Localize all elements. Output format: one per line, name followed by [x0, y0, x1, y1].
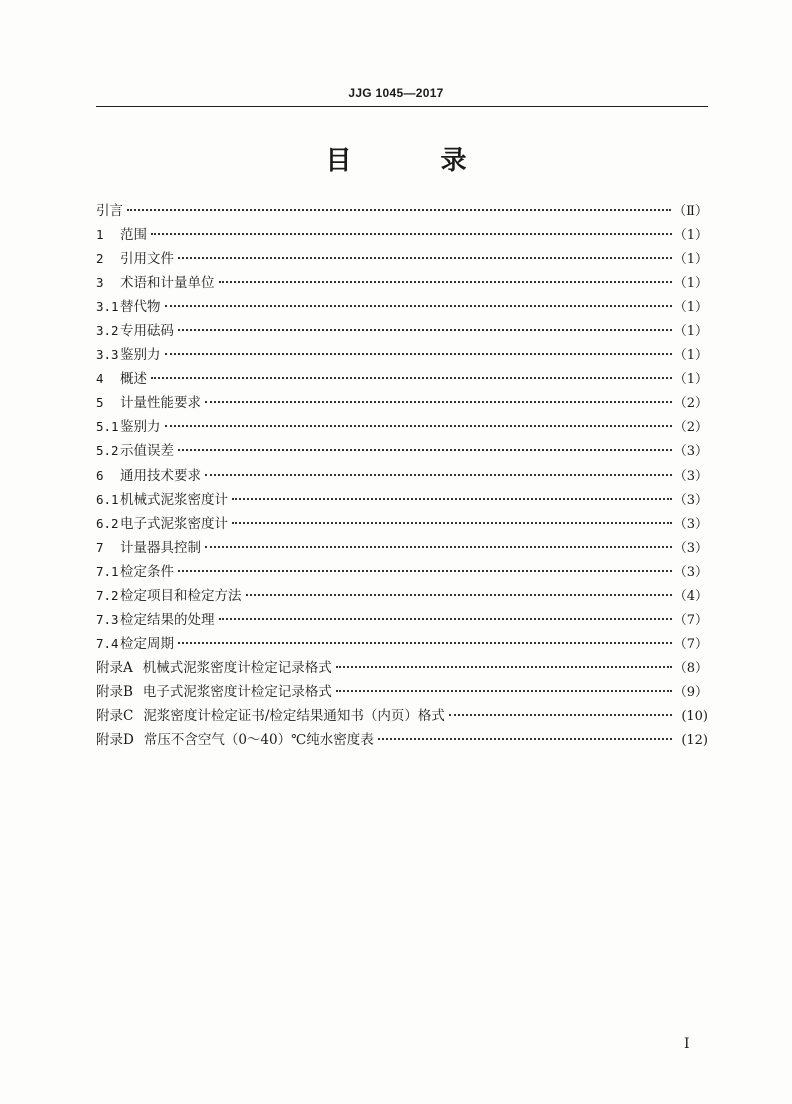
- toc-entry-page: （1）: [673, 348, 708, 364]
- toc-entry-number: 4: [96, 371, 104, 387]
- toc-entry-title: 替代物: [120, 299, 161, 316]
- toc-entry-label: [96, 343, 163, 363]
- toc-entry-number: 6.2: [96, 515, 119, 531]
- toc-entry-number: 附录A: [96, 659, 133, 676]
- toc-entry-title: 泥浆密度计检定证书/检定结果通知书（内页）格式: [143, 707, 445, 724]
- toc-entry-number: 附录C: [96, 707, 134, 724]
- toc-entry-title: 检定条件: [120, 563, 174, 580]
- toc-entry-page: （1）: [673, 300, 708, 316]
- toc-entry-page: （7）: [673, 636, 708, 652]
- toc-entry-title: 检定项目和检定方法: [120, 587, 242, 604]
- toc-entry-number: 7.3: [96, 611, 119, 627]
- dot-leader: [178, 628, 672, 644]
- toc-entry-page: （2）: [673, 396, 708, 412]
- toc-entry-number: 5.2: [96, 443, 119, 459]
- toc-entry-page: （1）: [673, 252, 708, 268]
- toc-entry-number: 7.1: [96, 563, 119, 579]
- dot-leader: [219, 267, 672, 283]
- dot-leader: [232, 508, 672, 524]
- toc-entry-label: [96, 391, 203, 411]
- toc-entry-number: 3.3: [96, 347, 119, 363]
- toc-entry-number: 3.1: [96, 299, 119, 315]
- dot-leader: [151, 363, 672, 379]
- toc-entry-label: [96, 536, 203, 556]
- toc-entry-title: 示值误差: [120, 443, 174, 460]
- toc-entry-number: 7: [96, 539, 104, 555]
- header-rule: [96, 106, 708, 107]
- toc-entry-page: （3）: [673, 444, 708, 460]
- toc-entry-page: （7）: [673, 612, 708, 628]
- toc-entry-title: 检定结果的处理: [120, 611, 215, 628]
- toc-entry-page: （3）: [673, 564, 708, 580]
- toc-entry-label: [96, 367, 149, 387]
- toc-entry-number: 附录B: [96, 683, 133, 700]
- toc-entry-page: （3）: [673, 492, 708, 508]
- toc-entry-page: （2）: [673, 420, 708, 436]
- toc-entry-number: 5.1: [96, 419, 119, 435]
- toc-entry-label: [96, 464, 203, 484]
- toc-entry-number: 附录D: [96, 732, 134, 749]
- toc-entry-title: 计量性能要求: [120, 395, 201, 412]
- toc-entry-label: [96, 439, 176, 459]
- dot-leader: [165, 339, 672, 355]
- toc-entry-title: 术语和计量单位: [120, 275, 215, 292]
- dot-leader: [232, 484, 672, 500]
- toc-title: 目 录: [325, 146, 507, 176]
- toc-entry-page: （3）: [673, 468, 708, 484]
- standard-code-header: JJG 1045—2017: [348, 86, 444, 100]
- toc-entry-label: [96, 584, 244, 604]
- toc-entry-title: 计量器具控制: [120, 539, 201, 556]
- toc-entry-label: [96, 656, 334, 676]
- toc-entry-number: 7.4: [96, 635, 119, 651]
- dot-leader: [449, 700, 672, 716]
- dot-leader: [178, 315, 672, 331]
- toc-entry-label: [96, 319, 176, 339]
- toc-entry-label: [96, 247, 176, 267]
- toc-entry-label: [96, 488, 230, 508]
- toc-entry-title: 机械式泥浆密度计检定记录格式: [142, 659, 332, 676]
- toc-entry-title: 范围: [120, 227, 147, 244]
- toc-entry-page: (12): [681, 733, 708, 749]
- dot-leader: [246, 580, 672, 596]
- toc-entry-label: [96, 680, 334, 700]
- toc-entry-title: 引用文件: [120, 251, 174, 268]
- toc-entry-number: 6.1: [96, 491, 119, 507]
- toc-entry-label: [96, 608, 217, 628]
- toc-entry-label: [96, 512, 230, 532]
- toc-entry-number: 7.2: [96, 587, 119, 603]
- toc-entry-page: （8）: [673, 660, 708, 676]
- toc-entry-title: 鉴别力: [120, 347, 161, 364]
- toc-entry-label: [96, 271, 217, 291]
- toc-entry-page: （1）: [673, 276, 708, 292]
- toc-entry-number: 1: [96, 227, 104, 243]
- dot-leader: [205, 532, 672, 548]
- toc-entry-page: （1）: [673, 372, 708, 388]
- toc-entry-number: 5: [96, 395, 104, 411]
- toc-entry-number: 6: [96, 467, 104, 483]
- dot-leader: [336, 652, 672, 668]
- toc-entry-page: （Ⅱ）: [673, 204, 708, 219]
- toc-entry-title: 引言: [96, 203, 123, 219]
- dot-leader: [205, 460, 672, 476]
- dot-leader: [178, 556, 672, 572]
- dot-leader: [178, 435, 672, 451]
- toc-entry-title: 常压不含空气（0～40）℃纯水密度表: [143, 732, 374, 749]
- toc-entry-title: 通用技术要求: [120, 467, 201, 484]
- toc-entry-label: [96, 199, 125, 219]
- toc-entry-number: 3.2: [96, 323, 119, 339]
- dot-leader: [336, 676, 672, 692]
- toc-entry-label: [96, 223, 149, 243]
- toc-entry-label: [96, 632, 176, 652]
- dot-leader: [378, 724, 672, 740]
- dot-leader: [165, 291, 672, 307]
- toc-entry-number: 3: [96, 275, 104, 291]
- toc-entry-page: （4）: [673, 588, 708, 604]
- page-number: I: [684, 1036, 690, 1052]
- toc-entry-page: （1）: [673, 228, 708, 244]
- toc-entry-label: [96, 415, 163, 435]
- toc-entry-page: （1）: [673, 324, 708, 340]
- dot-leader: [127, 195, 671, 211]
- toc-entry-number: 2: [96, 251, 104, 267]
- toc-entry-label: [96, 560, 176, 580]
- toc-entry-page: (10): [681, 708, 708, 724]
- toc-entry-page: （3）: [673, 516, 708, 532]
- toc-entry-page: （3）: [673, 540, 708, 556]
- toc-entry[interactable]: [96, 728, 708, 752]
- dot-leader: [165, 411, 672, 427]
- toc-entry-title: 电子式泥浆密度计检定记录格式: [142, 683, 332, 700]
- toc-entry-title: 概述: [120, 371, 147, 388]
- toc-entry-label: [96, 728, 376, 748]
- dot-leader: [151, 219, 672, 235]
- toc-entry-title: 电子式泥浆密度计: [120, 515, 228, 532]
- toc-entry-label: [96, 704, 447, 724]
- dot-leader: [205, 387, 672, 403]
- toc-entry-title: 机械式泥浆密度计: [120, 491, 228, 508]
- toc-entry-title: 专用砝码: [120, 323, 174, 340]
- toc-entry-title: 检定周期: [120, 635, 174, 652]
- toc-entry-page: （9）: [673, 684, 708, 700]
- table-of-contents: [96, 199, 708, 752]
- toc-entry-label: [96, 295, 163, 315]
- dot-leader: [219, 604, 672, 620]
- dot-leader: [178, 243, 672, 259]
- toc-entry-title: 鉴别力: [120, 419, 161, 436]
